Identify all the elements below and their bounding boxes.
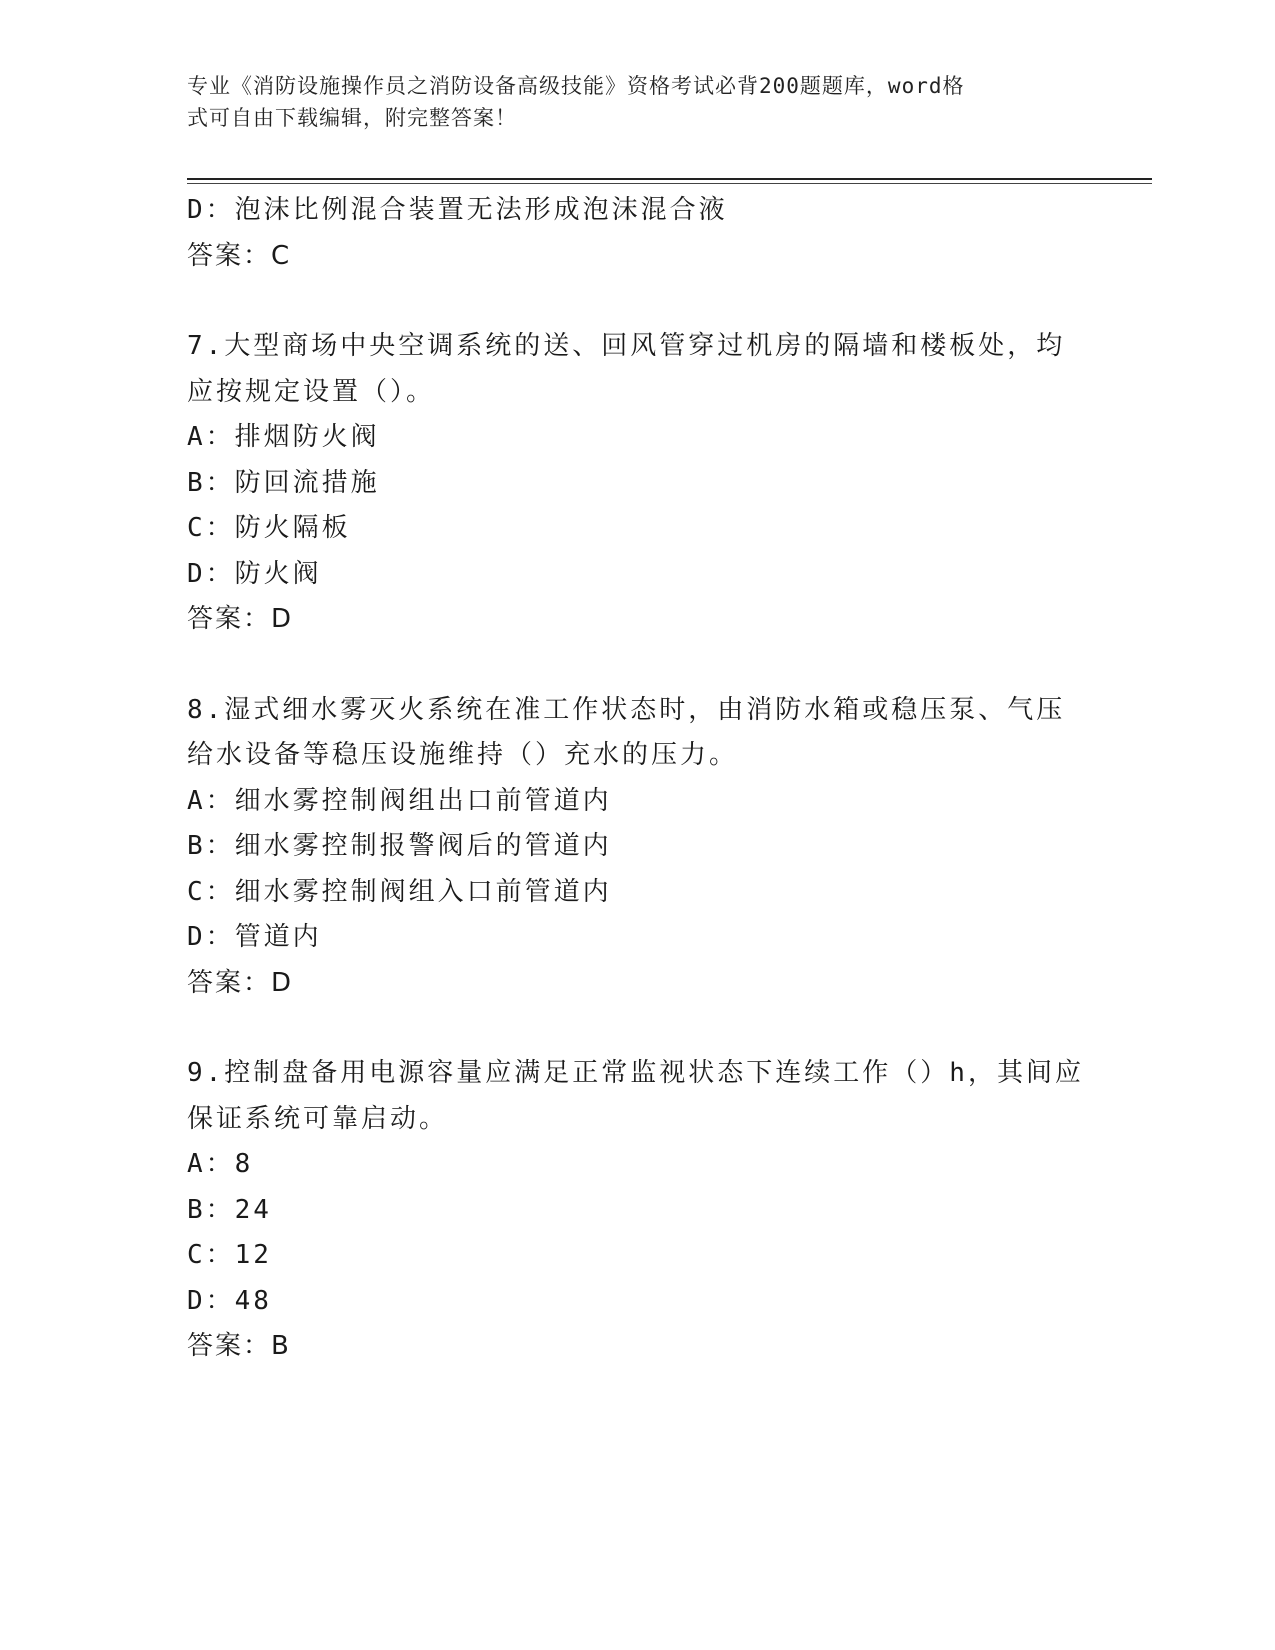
spacer <box>187 643 1087 688</box>
spacer <box>187 279 1087 324</box>
option-d: D：防火阀 <box>187 558 322 589</box>
header-divider-thin <box>187 183 1152 184</box>
option-a: A：细水雾控制阀组出口前管道内 <box>187 785 612 816</box>
option-d: D：泡沫比例混合装置无法形成泡沫混合液 <box>187 195 728 225</box>
option-d: D：管道内 <box>187 922 322 952</box>
header-line-2: 式可自由下载编辑，附完整答案！ <box>187 106 517 130</box>
question-9 <box>187 1051 1087 1370</box>
option-c: C：细水雾控制阀组入口前管道内 <box>187 876 612 907</box>
header-divider-thick <box>187 178 1152 180</box>
question-text-line-1: 9.控制盘备用电源容量应满足正常监视状态下连续工作（）h，其间应 <box>187 1058 1084 1088</box>
question-7 <box>187 324 1087 643</box>
option-c: C：防火隔板 <box>187 513 351 543</box>
document-header <box>187 70 1067 134</box>
question-8 <box>187 688 1087 1007</box>
document-body <box>187 188 1087 1370</box>
answer-line: 答案：D <box>187 967 294 998</box>
option-a: A：排烟防火阀 <box>187 422 380 452</box>
option-b: B：防回流措施 <box>187 467 380 498</box>
answer-line: 答案：D <box>187 604 294 634</box>
spacer <box>187 1006 1087 1051</box>
option-b: B：细水雾控制报警阀后的管道内 <box>187 831 612 861</box>
option-b: B：24 <box>187 1194 272 1225</box>
question-text-line-2: 保证系统可靠启动。 <box>187 1103 449 1134</box>
option-a: A：8 <box>187 1149 254 1179</box>
option-c: C：12 <box>187 1240 272 1270</box>
answer-line: 答案：B <box>187 1331 291 1361</box>
question-text-line-1: 7.大型商场中央空调系统的送、回风管穿过机房的隔墙和楼板处，均 <box>187 331 1066 361</box>
header-line-1: 专业《消防设施操作员之消防设备高级技能》资格考试必背200题题库，word格 <box>187 74 965 98</box>
question-text-line-2: 应按规定设置（）。 <box>187 376 436 407</box>
question-text-line-2: 给水设备等稳压设施维持（）充水的压力。 <box>187 740 739 770</box>
option-d: D：48 <box>187 1285 272 1316</box>
answer-line: 答案：C <box>187 240 292 271</box>
prev-question-tail <box>187 188 1087 279</box>
question-text-line-1: 8.湿式细水雾灭火系统在准工作状态时，由消防水箱或稳压泵、气压 <box>187 694 1066 725</box>
